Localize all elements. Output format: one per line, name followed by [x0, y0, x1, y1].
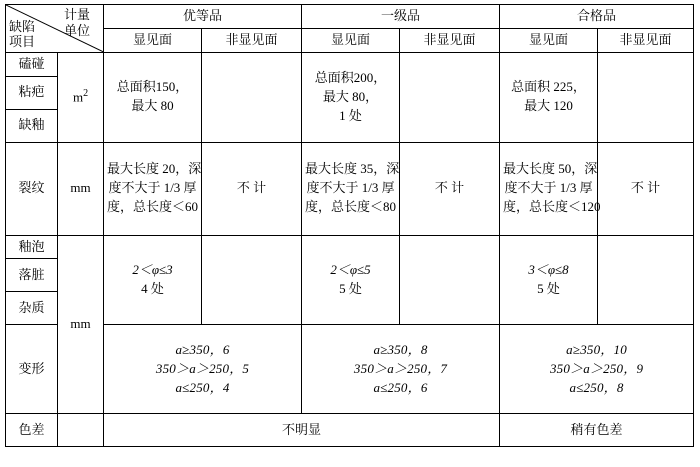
cell-r2-c6 — [598, 142, 694, 235]
cell-r2-c3 — [302, 142, 400, 235]
unit-superscript: 2 — [83, 88, 89, 100]
header-face-1: 显见面 — [104, 28, 202, 52]
cell-line: a≥350，6 — [175, 342, 230, 358]
cell-line: 不 计 — [434, 180, 465, 196]
cell-line: 总面积150， — [116, 79, 189, 95]
row-label-luozang: 落脏 — [6, 259, 58, 292]
row-label-youpao: 釉泡 — [6, 235, 58, 259]
cell-line: 5 处 — [537, 280, 560, 296]
header-face-2: 非显见面 — [202, 28, 302, 52]
cell-line: 最大长度 50，深 — [503, 161, 598, 177]
cell-r1-c1 — [104, 52, 202, 142]
header-defect-label-line1: 缺陷 — [9, 18, 36, 34]
cell-line: 度，总长度＜60 — [107, 198, 199, 214]
header-grade-3: 合格品 — [500, 5, 694, 29]
cell-r2-c5 — [500, 142, 601, 235]
cell-r3-c3 — [302, 235, 400, 325]
table-header-row-faces — [6, 28, 694, 52]
row-label-liewen: 裂纹 — [6, 142, 58, 235]
cell-r3-c1 — [104, 235, 202, 325]
row-unit-secha — [58, 414, 104, 447]
cell-line: 350＞a＞250，9 — [549, 360, 644, 376]
table-row — [6, 52, 694, 76]
cell-line: 度，总长度＜120 — [503, 198, 601, 214]
cell-line: a≥350，10 — [566, 342, 627, 358]
row-label-kepeng: 磕碰 — [6, 52, 58, 76]
cell-line: a≥350，8 — [373, 342, 428, 358]
row-label-queyou: 缺釉 — [6, 109, 58, 142]
table-row — [6, 235, 694, 259]
row-label-bianxing: 变形 — [6, 325, 58, 414]
cell-line: 度不大于 1/3 厚 — [108, 180, 197, 196]
table-row — [6, 142, 694, 235]
header-unit-label-line1: 计量 — [63, 7, 90, 22]
header-face-3: 显见面 — [302, 28, 400, 52]
table-header-row-grades — [6, 5, 694, 29]
cell-r2-c2 — [202, 142, 302, 235]
header-face-4: 非显见面 — [400, 28, 500, 52]
cell-line: a≤250，4 — [175, 379, 230, 395]
cell-line: 最大长度 35，深 — [305, 161, 400, 177]
header-grade-2: 一级品 — [302, 5, 500, 29]
cell-line: 最大 80 — [131, 98, 174, 114]
cell-r5-c1 — [104, 414, 500, 447]
table-row — [6, 414, 694, 447]
cell-r2-c4 — [400, 142, 500, 235]
cell-r1-c6 — [598, 52, 694, 142]
cell-r4-c1 — [104, 325, 302, 414]
row-unit-mm2 — [58, 52, 104, 142]
cell-line: 度，总长度＜80 — [305, 198, 397, 214]
cell-r2-c1 — [104, 142, 202, 235]
cell-line: 最大 80， — [322, 88, 379, 104]
cell-line: 总面积 225， — [511, 79, 586, 95]
cell-r1-c4 — [400, 52, 500, 142]
cell-r3-c5 — [500, 235, 598, 325]
cell-r1-c2 — [202, 52, 302, 142]
cell-line: 稍有色差 — [570, 421, 623, 437]
cell-r1-c3 — [302, 52, 400, 142]
header-grade-1: 优等品 — [104, 5, 302, 29]
defect-spec-table — [5, 4, 694, 447]
cell-line: 5 处 — [339, 280, 362, 296]
header-face-6: 非显见面 — [598, 28, 694, 52]
cell-line: 350＞a＞250，5 — [155, 360, 250, 376]
cell-line: 度不大于 1/3 厚 — [306, 180, 395, 196]
cell-r3-c2 — [202, 235, 302, 325]
cell-r4-c2 — [302, 325, 500, 414]
row-label-zazhi: 杂质 — [6, 292, 58, 325]
header-defect-label-line2: 项目 — [9, 34, 36, 50]
cell-line: a≤250，6 — [373, 379, 428, 395]
cell-line: 1 处 — [339, 107, 362, 123]
cell-line: 不 计 — [236, 180, 267, 196]
cell-r3-c4 — [400, 235, 500, 325]
row-unit-mm-shared: mm — [58, 235, 104, 414]
cell-line: 2＜φ≤5 — [330, 262, 371, 278]
cell-line: 最大 120 — [524, 98, 573, 114]
cell-line: 350＞a＞250，7 — [353, 360, 448, 376]
cell-r5-c2 — [500, 414, 694, 447]
cell-line: 4 处 — [141, 280, 164, 296]
cell-r4-c3 — [500, 325, 694, 414]
header-unit-label-line2: 单位 — [63, 22, 90, 38]
cell-line: 2＜φ≤3 — [132, 262, 173, 278]
cell-line: 总面积200， — [314, 69, 387, 85]
cell-r1-c5 — [500, 52, 598, 142]
header-face-5: 显见面 — [500, 28, 598, 52]
row-label-secha: 色差 — [6, 414, 58, 447]
cell-r3-c6 — [598, 235, 694, 325]
cell-line: 最大长度 20，深 — [107, 161, 202, 177]
cell-line: 3＜φ≤8 — [528, 262, 569, 278]
unit-text: m — [72, 89, 84, 105]
cell-line: a≤250，8 — [569, 379, 624, 395]
cell-line: 度不大于 1/3 厚 — [504, 180, 593, 196]
cell-line: 不 计 — [630, 180, 661, 196]
row-label-zhanba: 粘疤 — [6, 76, 58, 109]
cell-line: 不明显 — [282, 421, 322, 437]
header-corner-cell — [6, 5, 104, 53]
row-unit-mm-liewen: mm — [58, 142, 104, 235]
